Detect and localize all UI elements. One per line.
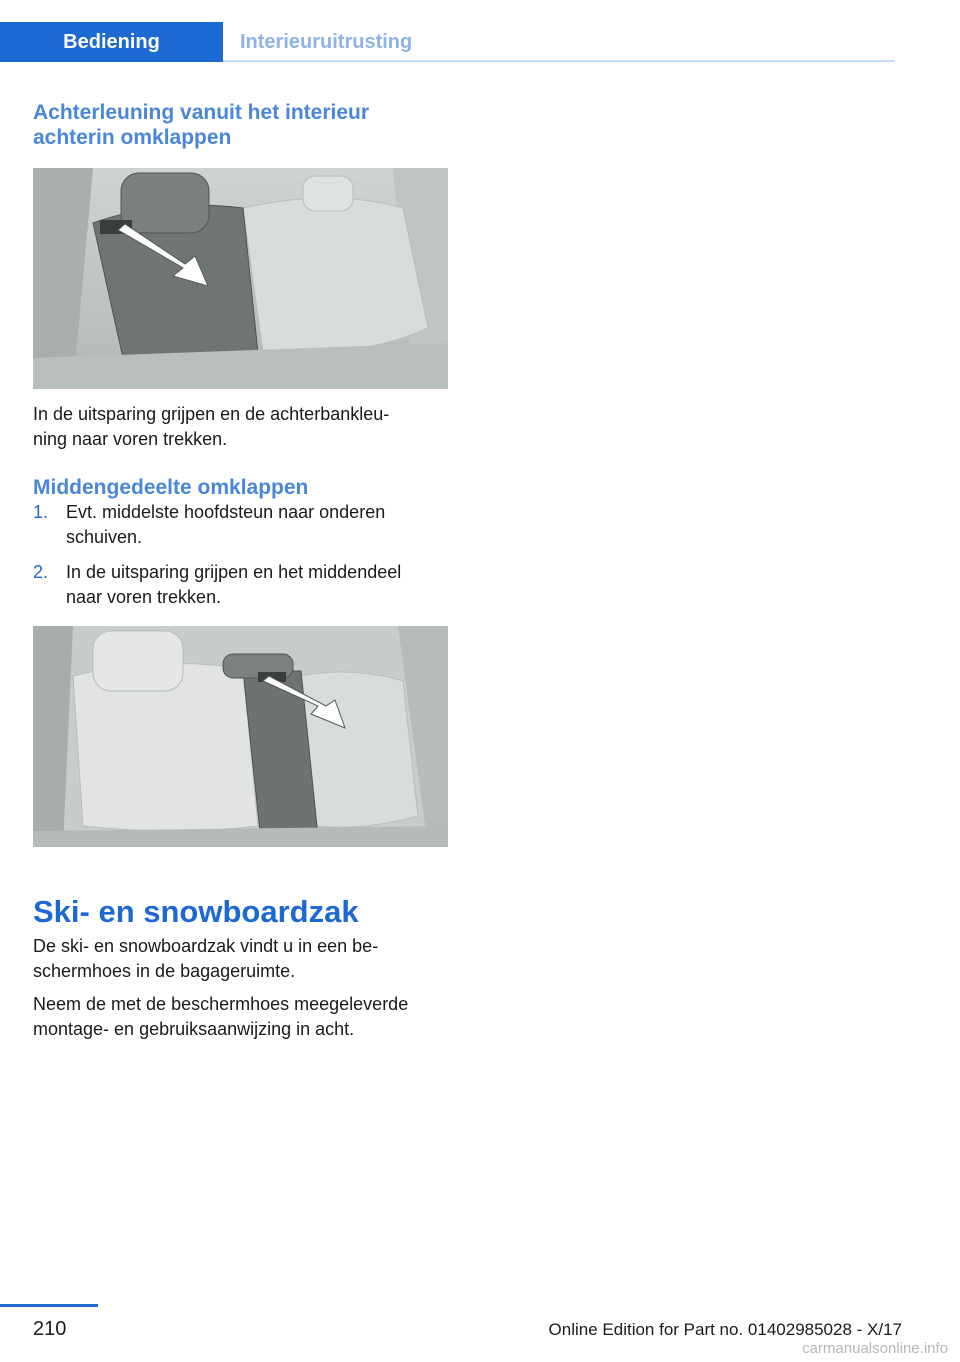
step-number: 1. xyxy=(33,502,49,522)
page-number: 210 xyxy=(33,1318,67,1340)
steps-list xyxy=(33,500,449,610)
tab-bediening[interactable]: Bediening xyxy=(0,22,223,62)
ski-bag-location: De ski- en snowboardzak vindt u in een be- schermhoes in de bagageruimte. xyxy=(33,936,379,981)
ski-bag-instructions: Neem de met de beschermhoes meegeleverde montage- en gebruiksaanwijzing in acht. xyxy=(33,994,409,1039)
tab-divider xyxy=(223,60,895,62)
section-heading-center: Middengedeelte omklappen xyxy=(33,476,309,499)
tab-interieuruitrusting[interactable]: Interieuruitrusting xyxy=(240,30,413,53)
header-tabbar xyxy=(0,22,895,62)
section-heading-ski: Ski- en snowboardzak xyxy=(33,894,359,929)
list-item: 2. In de uitsparing grijpen en het middendeel naar voren trekken. xyxy=(33,562,402,607)
edition-info: Online Edition for Part no. 01402985028 - X/17 xyxy=(548,1320,902,1339)
footer-rule xyxy=(0,1304,98,1307)
list-item: 1. Evt. middelste hoofdsteun naar onderen schuiven. xyxy=(33,502,386,547)
center-section-illustration xyxy=(33,626,448,847)
section-heading-backrest: Achterleuning vanuit het interieur achterin omklappen xyxy=(33,101,370,149)
backrest-instruction: In de uitsparing grijpen en de achterbankleu- ning naar voren trekken. xyxy=(33,404,390,449)
step-number: 2. xyxy=(33,562,49,582)
page-content xyxy=(33,100,449,1042)
watermark: carmanualsonline.info xyxy=(802,1340,948,1357)
rear-seat-backrest-illustration xyxy=(33,168,448,389)
